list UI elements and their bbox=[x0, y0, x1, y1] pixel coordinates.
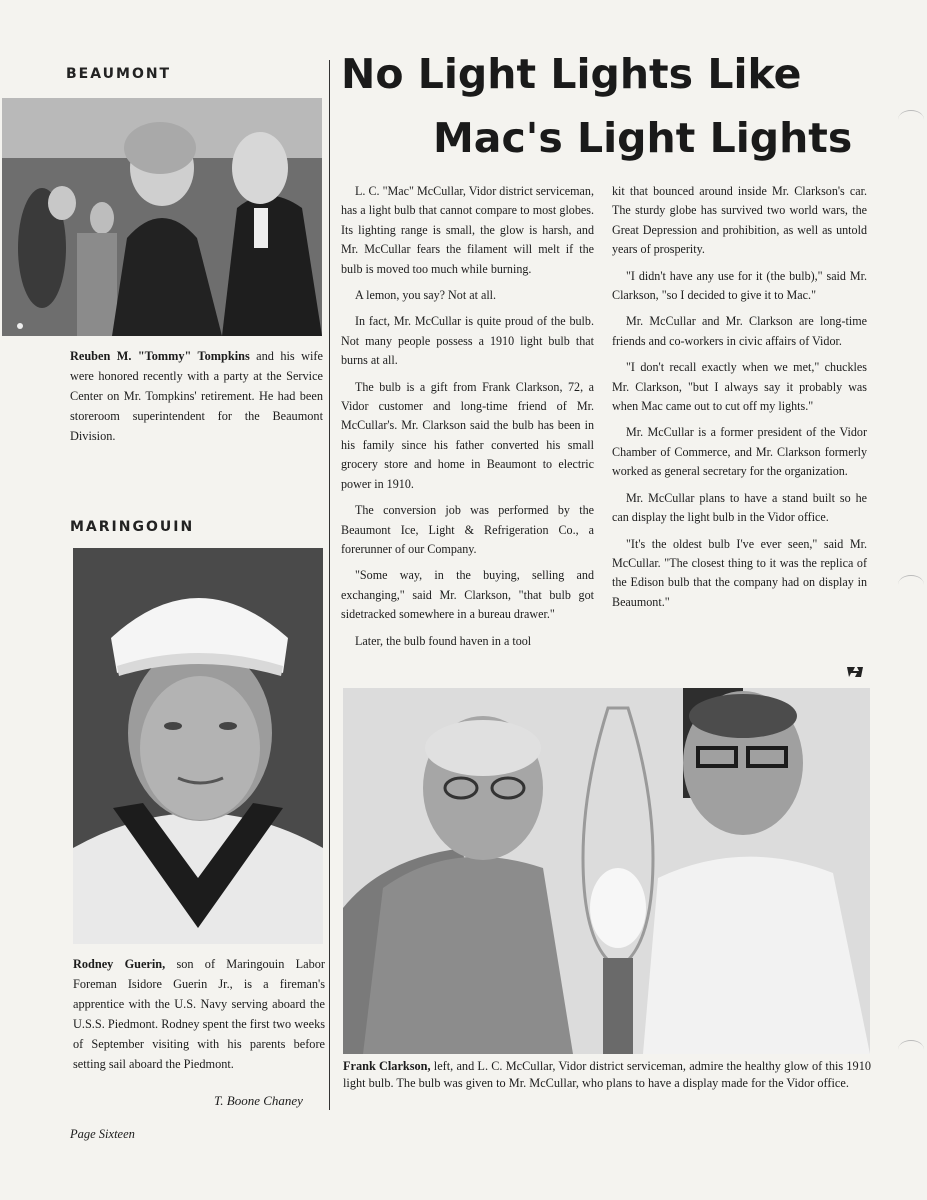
guerin-caption bbox=[73, 954, 325, 1074]
col2-paragraph: "It's the oldest bulb I've ever seen," said Mr. McCullar. "The closest thing to it was the replica of the Edison bulb that the company had on display in Beaumont." bbox=[612, 536, 867, 609]
col2-paragraph: Mr. McCullar plans to have a stand built so he can display the light bulb in the Vidor office. bbox=[612, 490, 867, 525]
col1-paragraph: The conversion job was performed by the Beaumont Ice, Light & Refrigeration Co., a forerunner of our Company. bbox=[341, 503, 594, 556]
col1-paragraph: "Some way, in the buying, selling and exchanging," said Mr. Clarkson, "that bulb got sidetracked somewhere in a bureau drawer." bbox=[341, 568, 594, 622]
headline-line-2: Mac's Light Lights bbox=[433, 114, 853, 162]
page-number-label: Page Sixteen bbox=[70, 1127, 135, 1141]
tompkins-caption-name: Reuben M. "Tommy" Tompkins bbox=[70, 349, 250, 363]
headline-line-1: No Light Lights Like bbox=[341, 50, 802, 98]
col2-paragraph: "I don't recall exactly when we met," chuckles Mr. Clarkson, "but I always say it probably was when Mac came out to cut off my lights." bbox=[612, 360, 867, 414]
guerin-caption-text: son of Maringouin Labor Foreman Isidore Guerin Jr., is a fireman's apprentice with the U.S. Navy serving aboard the U.S.S. Piedmont. Rodney spent the first two weeks of September visiting with his parents before setting sail aboard the Piedmont. bbox=[73, 957, 325, 1071]
col1-paragraph: In fact, Mr. McCullar is quite proud of the bulb. Not many people possess a 1910 light bulb that burns at all. bbox=[341, 314, 594, 368]
col2-paragraph: Mr. McCullar is a former president of the Vidor Chamber of Commerce, and Mr. Clarkson formerly worked as general secretary for the organization. bbox=[612, 425, 867, 479]
col2-paragraph: Mr. McCullar and Mr. Clarkson are long-time friends and co-workers in civic affairs of Vidor. bbox=[612, 314, 867, 348]
section-heading-beaumont: BEAUMONT bbox=[66, 66, 172, 82]
guerin-portrait-photo bbox=[73, 548, 323, 944]
article-column-2 bbox=[612, 182, 867, 612]
bulb-caption-text: left, and L. C. McCullar, Vidor district serviceman, admire the healthy glow of this 1910 light bulb. The bulb was given to Mr. McCullar, who plans to have a display made for the Vidor office. bbox=[343, 1059, 871, 1090]
binder-hole-mark bbox=[898, 110, 924, 129]
bulb-photo-caption bbox=[343, 1058, 871, 1092]
col1-paragraph: L. C. "Mac" McCullar, Vidor district serviceman, has a light bulb that cannot compare to most globes. Its lighting range is small, the glow is harsh, and Mr. McCullar fears the filament will melt if the bulb is moved too much while burning. bbox=[341, 184, 594, 276]
column-divider bbox=[329, 60, 330, 1110]
binder-hole-mark bbox=[898, 1040, 924, 1059]
tompkins-party-photo bbox=[2, 98, 322, 336]
bulb-caption-name: Frank Clarkson, bbox=[343, 1059, 431, 1073]
tompkins-caption bbox=[70, 346, 323, 446]
col1-paragraph: The bulb is a gift from Frank Clarkson, 72, a Vidor customer and long-time friend of Mr. McCullar's. Mr. Clarkson said the bulb has been in his family since his father converted his small grocery store and home in Beaumont to electric power in 1910. bbox=[341, 379, 594, 491]
company-end-mark-logo bbox=[845, 665, 865, 679]
col1-paragraph: Later, the bulb found haven in a tool bbox=[355, 633, 532, 648]
col2-paragraph: "I didn't have any use for it (the bulb)," said Mr. Clarkson, "so I decided to give it to Mac." bbox=[612, 268, 867, 303]
col2-paragraph: kit that bounced around inside Mr. Clarkson's car. The sturdy globe has survived two world wars, the Great Depression and prohibition, as well as untold years of prosperity. bbox=[612, 184, 867, 257]
col1-paragraph: A lemon, you say? Not at all. bbox=[355, 288, 497, 303]
article-column-1 bbox=[341, 182, 594, 651]
author-byline: T. Boone Chaney bbox=[214, 1093, 303, 1108]
tompkins-caption-text: and his wife were honored recently with a party at the Service Center on Mr. Tompkins' retirement. He had been storeroom superintendent for the Beaumont Division. bbox=[70, 349, 323, 443]
section-heading-maringouin: MARINGOUIN bbox=[70, 519, 195, 535]
guerin-caption-name: Rodney Guerin, bbox=[73, 957, 166, 971]
clarkson-mccullar-bulb-photo bbox=[343, 688, 870, 1054]
binder-hole-mark bbox=[898, 575, 924, 594]
